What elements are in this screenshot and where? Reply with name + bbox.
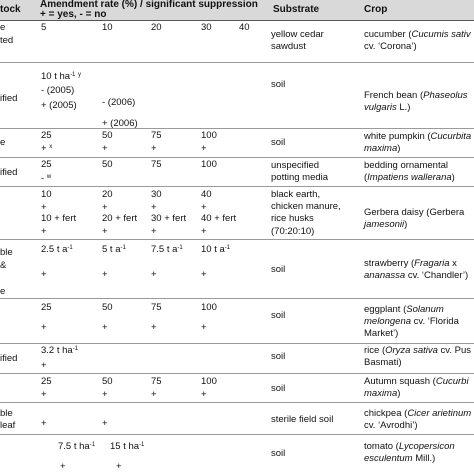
substrate-cell: soil [271,310,286,321]
rate-cell: 40 [239,22,250,33]
crop-cell: French bean (Phaseolus [364,90,468,101]
sign-cell: - $^w$ [41,173,52,184]
rate-cell: 100 [201,130,217,141]
sign-cell: + [41,389,47,400]
crop-cell: chickpea (Cicer arietinum [364,408,472,419]
sign-cell: + [151,322,157,333]
rate-cell: 15 t $ha^{-1}$ [110,441,145,452]
feedstock-cell: ble [0,408,13,419]
rate-cell: 40 [201,189,212,200]
rate-cell: 7.5 t $a^{-1}$ [151,244,183,255]
rate-cell: 25 [41,159,52,170]
sign-cell: + [41,269,47,280]
rate-cell: 50 [102,302,113,313]
crop-cell: vulgaris L.) [364,102,411,113]
rate-cell: 10 t $ha^{-1}$ $^y$ [41,71,82,82]
crop-cell: Gerbera daisy (Gerbera [364,207,465,218]
crop-cell: strawberry (Fragaria x [364,258,457,269]
rate-cell: - (2006) [102,97,136,108]
sign-cell: + [102,226,108,237]
substrate-cell: potting media [271,172,329,183]
sign-cell: + [41,202,47,213]
crop-cell: eggplant (Solanum [364,304,444,315]
sign-cell: + [201,269,207,280]
sign-cell: + [116,461,122,472]
sign-cell: + [102,389,108,400]
rate-cell: 50 [102,376,113,387]
sign-cell: + [102,322,108,333]
crop-cell: ananassa cv. ‘Chandler’) [364,270,469,281]
sign-cell: + [41,360,47,371]
rate-cell: 75 [151,302,162,313]
rate-cell: 100 [201,376,217,387]
substrate-cell: chicken manure, [271,201,341,212]
sign-cell: + $^x$ [41,143,53,154]
rate-cell: 20 [102,189,113,200]
sign-cell: + [102,418,108,429]
crop-cell: white pumpkin (Cucurbita [364,131,472,142]
rate-cell: 25 [41,130,52,141]
rate-cell: 7.5 t $ha^{-1}$ [58,441,96,452]
rate-cell: 75 [151,376,162,387]
crop-cell: tomato (Lycopersicon [364,441,455,452]
row-divider [0,373,474,374]
sign-cell: + [201,389,207,400]
header-amendment-rate: Amendment rate (%) / significant suppression [40,0,258,10]
crop-cell: maxima) [364,143,401,154]
row-divider [0,298,474,299]
sign-cell: + [102,143,108,154]
rate-cell: 10 + fert [41,213,77,224]
rate-cell: 10 t $a^{-1}$ [201,244,231,255]
rate-cell: - (2005) [41,85,75,96]
rate-cell: + (2006) [102,118,138,129]
substrate-cell: soil [271,383,286,394]
row-divider [0,62,474,63]
feedstock-cell: ified [0,353,18,364]
sign-cell: + [201,226,207,237]
rate-cell: 75 [151,130,162,141]
rate-cell: 10 [102,22,113,33]
rate-cell: 100 [201,159,217,170]
feedstock-cell: ble [0,247,13,258]
rate-cell: 100 [201,302,217,313]
sign-cell: + [151,202,157,213]
crop-cell: Autumn squash (Cucurbi [364,376,469,387]
substrate-cell: soil [271,137,286,148]
header-feedstock: tock [0,4,21,15]
row-divider [0,239,474,240]
rate-cell: 10 [41,189,52,200]
rate-cell: 30 + fert [151,213,187,224]
sign-cell: + [201,202,207,213]
sign-cell: + [201,143,207,154]
sign-cell: + [41,418,47,429]
rate-cell: 50 [102,159,113,170]
rate-cell: 40 + fert [201,213,237,224]
rate-cell: 25 [41,376,52,387]
substrate-cell: black earth, [271,189,321,200]
feedstock-cell: e [0,286,6,297]
rate-cell: 3.2 t $ha^{-1}$ [41,345,79,356]
rate-cell: 5 [41,22,47,33]
rate-cell: 25 [41,302,52,313]
crop-cell: cucumber (Cucumis sativ [364,29,471,40]
rate-cell: + (2005) [41,100,77,111]
rate-cell: 30 [151,189,162,200]
sign-cell: + [201,322,207,333]
rate-cell: 75 [151,159,162,170]
rate-cell: 5 t $a^{-1}$ [102,244,126,255]
crop-cell: cv. ‘Avrodhi’) [364,420,418,431]
substrate-cell: soil [271,79,286,90]
substrate-cell: rice husks [271,213,314,224]
rate-cell: 30 [201,22,212,33]
crop-cell: Market’) [364,328,399,339]
rate-cell: 20 + fert [102,213,138,224]
crop-cell: maxima) [364,388,401,399]
substrate-cell: sawdust [271,41,306,52]
substrate-cell: unspecified [271,160,320,171]
sign-cell: + [102,202,108,213]
feedstock-cell: ified [0,93,18,104]
header-crop: Crop [364,4,388,15]
row-divider [0,402,474,403]
row-divider [0,434,474,435]
substrate-cell: soil [271,264,286,275]
crop-cell: (Impatiens wallerana) [364,172,455,183]
sign-cell: + [151,226,157,237]
rate-cell: 2.5 t $a^{-1}$ [41,244,73,255]
feedstock-cell: ified [0,167,18,178]
header-rule [0,20,474,21]
substrate-cell: yellow cedar [271,29,324,40]
crop-cell: melongena cv. ‘Florida [364,316,459,327]
sign-cell: + [60,461,66,472]
feedstock-cell: leaf [0,420,16,431]
feedstock-cell: e [0,22,6,33]
row-divider [0,157,474,158]
substrate-cell: (70:20:10) [271,226,315,237]
crop-cell: cv. ‘Corona’) [364,41,417,52]
feedstock-cell: & [0,260,7,271]
sign-cell: + [151,389,157,400]
row-divider [0,343,474,344]
rate-cell: 50 [102,130,113,141]
row-divider [0,186,474,187]
sign-cell: + [151,269,157,280]
substrate-cell: soil [271,448,286,459]
rate-cell: 20 [151,22,162,33]
crop-cell: esculentum Mill.) [364,453,436,464]
sign-cell: + [151,143,157,154]
crop-cell: bedding ornamental [364,160,448,171]
crop-cell: jamesonii) [364,219,408,230]
substrate-cell: sterile field soil [271,414,334,425]
substrate-cell: soil [271,351,286,362]
sign-cell: + [102,269,108,280]
header-suppression-legend: + = yes, - = no [40,9,107,20]
feedstock-cell: ted [0,35,14,46]
row-divider [0,128,474,129]
crop-cell: Basmati) [364,357,402,368]
sign-cell: + [41,226,47,237]
crop-cell: rice (Oryza sativa cv. Pus [364,345,472,356]
sign-cell: + [41,322,47,333]
feedstock-cell: e [0,137,6,148]
header-substrate: Substrate [273,4,320,15]
